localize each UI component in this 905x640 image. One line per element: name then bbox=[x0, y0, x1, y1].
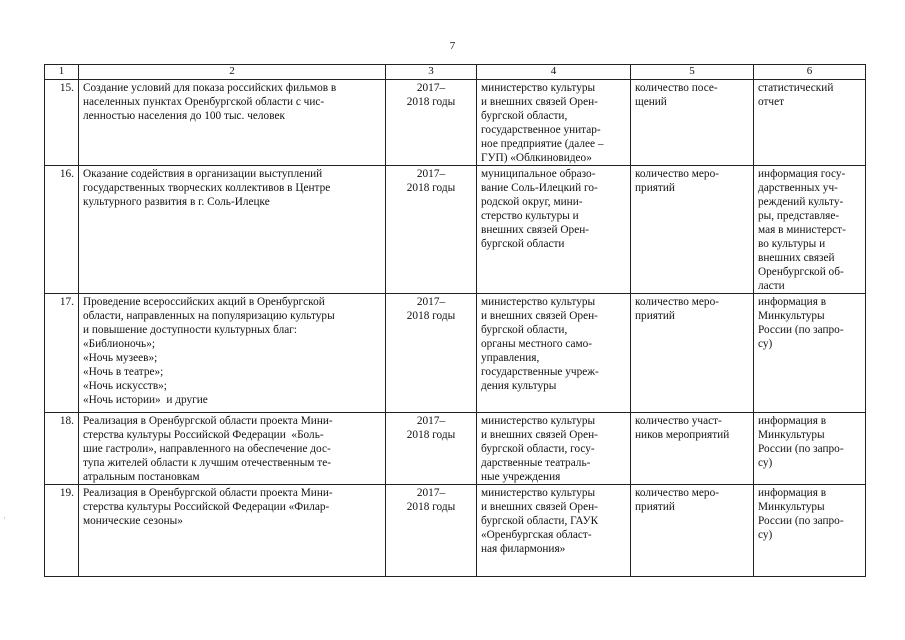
indicator-line: количество меро- bbox=[635, 486, 719, 499]
column-number-2: 2 bbox=[79, 65, 386, 80]
item-number: 15. bbox=[45, 79, 79, 165]
executor-line: дарственные театраль- bbox=[481, 456, 591, 469]
report-cell bbox=[754, 412, 866, 484]
activity-cell bbox=[79, 165, 386, 293]
executor-line: ГУП) «Облкиновидео» bbox=[481, 151, 592, 164]
report-line: Минкультуры bbox=[758, 428, 825, 441]
period-line: 2018 годы bbox=[406, 500, 456, 513]
report-line: России (по запро- bbox=[758, 323, 844, 336]
executor-line: «Оренбургская област- bbox=[481, 528, 592, 541]
executor-line: государственные учреж- bbox=[481, 365, 599, 378]
report-cell bbox=[754, 293, 866, 412]
report-line: России (по запро- bbox=[758, 442, 844, 455]
report-cell bbox=[754, 484, 866, 576]
activity-line: «Ночь в театре»; bbox=[83, 365, 164, 378]
item-number: 16. bbox=[45, 165, 79, 293]
executor-line: и внешних связей Орен- bbox=[481, 500, 598, 513]
table-row bbox=[45, 293, 866, 412]
activity-cell bbox=[79, 412, 386, 484]
period-line: 2018 годы bbox=[406, 95, 456, 108]
report-line: реждений культу- bbox=[758, 195, 844, 208]
period-cell bbox=[386, 484, 477, 576]
indicator-line: количество участ- bbox=[635, 414, 722, 427]
report-line: отчет bbox=[758, 95, 785, 108]
activity-line: Реализация в Оренбургской области проекта Мини- bbox=[83, 486, 333, 499]
table-row bbox=[45, 79, 866, 165]
period-line: 2017– bbox=[416, 295, 446, 308]
period-line: 2018 годы bbox=[406, 181, 456, 194]
report-line: мая в министерст- bbox=[758, 223, 846, 236]
indicator-line: ников мероприятий bbox=[635, 428, 730, 441]
report-line: информация госу- bbox=[758, 167, 846, 180]
executor-cell bbox=[477, 165, 631, 293]
executor-line: муниципальное образо- bbox=[481, 167, 596, 180]
indicator-line: количество меро- bbox=[635, 295, 719, 308]
executor-line: дения культуры bbox=[481, 379, 557, 392]
activity-line: Реализация в Оренбургской области проекта Мини- bbox=[83, 414, 333, 427]
table-body bbox=[45, 79, 866, 576]
column-number-3: 3 bbox=[386, 65, 477, 80]
executor-line: государственное унитар- bbox=[481, 123, 601, 136]
activity-line: стерства культуры Российской Федерации «Филар- bbox=[83, 500, 330, 513]
indicator-line: приятий bbox=[635, 500, 675, 513]
activity-line: стерства культуры Российской Федерации «Боль- bbox=[83, 428, 324, 441]
report-cell bbox=[754, 165, 866, 293]
activity-line: тупа жителей области к лучшим отечественным те- bbox=[83, 456, 331, 469]
report-line: внешних связей bbox=[758, 251, 835, 264]
table-row bbox=[45, 165, 866, 293]
report-line: Минкультуры bbox=[758, 500, 825, 513]
period-line: 2018 годы bbox=[406, 309, 456, 322]
activity-line: Оказание содействия в организации выступлений bbox=[83, 167, 323, 180]
activity-cell bbox=[79, 79, 386, 165]
activity-line: области, направленных на популяризацию культуры bbox=[83, 309, 335, 322]
period-line: 2017– bbox=[416, 486, 446, 499]
report-line: ры, представляе- bbox=[758, 209, 840, 222]
report-line: дарственных уч- bbox=[758, 181, 838, 194]
column-number-4: 4 bbox=[477, 65, 631, 80]
executor-line: министерство культуры bbox=[481, 81, 596, 94]
indicator-line: щений bbox=[635, 95, 667, 108]
report-line: су) bbox=[758, 337, 773, 350]
indicator-cell bbox=[631, 484, 754, 576]
report-line: ласти bbox=[758, 279, 785, 292]
activity-line: населенных пунктах Оренбургской области с чис- bbox=[83, 95, 325, 108]
executor-line: и внешних связей Орен- bbox=[481, 309, 598, 322]
activity-line: «Ночь музеев»; bbox=[83, 351, 158, 364]
column-number-row bbox=[45, 65, 866, 80]
page-number: 7 bbox=[449, 40, 456, 52]
report-line: Минкультуры bbox=[758, 309, 825, 322]
executor-cell bbox=[477, 293, 631, 412]
executor-line: бургской области bbox=[481, 237, 565, 250]
indicator-cell bbox=[631, 293, 754, 412]
indicator-cell bbox=[631, 79, 754, 165]
executor-cell bbox=[477, 79, 631, 165]
report-line: су) bbox=[758, 528, 773, 541]
indicator-cell bbox=[631, 412, 754, 484]
executor-line: вание Соль-Илецкий го- bbox=[481, 181, 598, 194]
activity-line: «Ночь истории» и другие bbox=[83, 393, 208, 406]
executor-line: родской округ, мини- bbox=[481, 195, 583, 208]
executor-line: и внешних связей Орен- bbox=[481, 95, 598, 108]
item-number: 18. bbox=[45, 412, 79, 484]
executor-line: ная филармония» bbox=[481, 542, 566, 555]
column-number-6: 6 bbox=[754, 65, 866, 80]
activity-line: «Ночь искусств»; bbox=[83, 379, 167, 392]
report-line: су) bbox=[758, 456, 773, 469]
executor-cell bbox=[477, 484, 631, 576]
report-line: статистический bbox=[758, 81, 834, 94]
item-number: 19. bbox=[45, 484, 79, 576]
executor-line: бургской области, ГАУК bbox=[481, 514, 599, 527]
activity-line: и повышение доступности культурных благ: bbox=[83, 323, 298, 336]
report-line: информация в bbox=[758, 486, 827, 499]
executor-line: и внешних связей Орен- bbox=[481, 428, 598, 441]
activity-line: атральным постановкам bbox=[83, 470, 200, 483]
margin-mark: · bbox=[3, 513, 6, 523]
executor-line: внешних связей Орен- bbox=[481, 223, 590, 236]
period-line: 2017– bbox=[416, 167, 446, 180]
activity-cell bbox=[79, 484, 386, 576]
activity-line: монические сезоны» bbox=[83, 514, 183, 527]
executor-line: министерство культуры bbox=[481, 295, 596, 308]
indicator-line: количество посе- bbox=[635, 81, 718, 94]
column-number-5: 5 bbox=[631, 65, 754, 80]
executor-line: стерство культуры и bbox=[481, 209, 579, 222]
indicator-line: приятий bbox=[635, 309, 675, 322]
executor-line: министерство культуры bbox=[481, 414, 596, 427]
activity-line: Создание условий для показа российских фильмов в bbox=[83, 81, 337, 94]
period-cell bbox=[386, 293, 477, 412]
activity-line: государственных творческих коллективов в Центре bbox=[83, 181, 331, 194]
indicator-line: количество меро- bbox=[635, 167, 719, 180]
period-cell bbox=[386, 79, 477, 165]
executor-line: министерство культуры bbox=[481, 486, 596, 499]
activity-line: ленностью населения до 100 тыс. человек bbox=[83, 109, 285, 122]
period-line: 2018 годы bbox=[406, 428, 456, 441]
executor-line: управления, bbox=[481, 351, 540, 364]
activity-line: шие гастроли», направленного на обеспечение дос- bbox=[83, 442, 331, 455]
period-cell bbox=[386, 165, 477, 293]
period-cell bbox=[386, 412, 477, 484]
executor-line: бургской области, bbox=[481, 109, 568, 122]
executor-line: органы местного само- bbox=[481, 337, 593, 350]
activity-line: Проведение всероссийских акций в Оренбургской bbox=[83, 295, 325, 308]
report-line: информация в bbox=[758, 295, 827, 308]
period-line: 2017– bbox=[416, 81, 446, 94]
indicator-line: приятий bbox=[635, 181, 675, 194]
table-row bbox=[45, 484, 866, 576]
table-row bbox=[45, 412, 866, 484]
activity-line: «Библионочь»; bbox=[83, 337, 156, 350]
report-line: во культуры и bbox=[758, 237, 826, 250]
report-line: России (по запро- bbox=[758, 514, 844, 527]
report-line: Оренбургской об- bbox=[758, 265, 844, 278]
report-line: информация в bbox=[758, 414, 827, 427]
report-cell bbox=[754, 79, 866, 165]
item-number: 17. bbox=[45, 293, 79, 412]
period-line: 2017– bbox=[416, 414, 446, 427]
executor-line: ные учреждения bbox=[481, 470, 561, 483]
column-number-1: 1 bbox=[45, 65, 79, 80]
activity-cell bbox=[79, 293, 386, 412]
indicator-cell bbox=[631, 165, 754, 293]
executor-cell bbox=[477, 412, 631, 484]
activity-line: культурного развития в г. Соль-Илецке bbox=[83, 195, 270, 208]
executor-line: ное предприятие (далее – bbox=[481, 137, 604, 150]
executor-line: бургской области, bbox=[481, 323, 568, 336]
executor-line: бургской области, госу- bbox=[481, 442, 595, 455]
events-table bbox=[44, 64, 866, 577]
